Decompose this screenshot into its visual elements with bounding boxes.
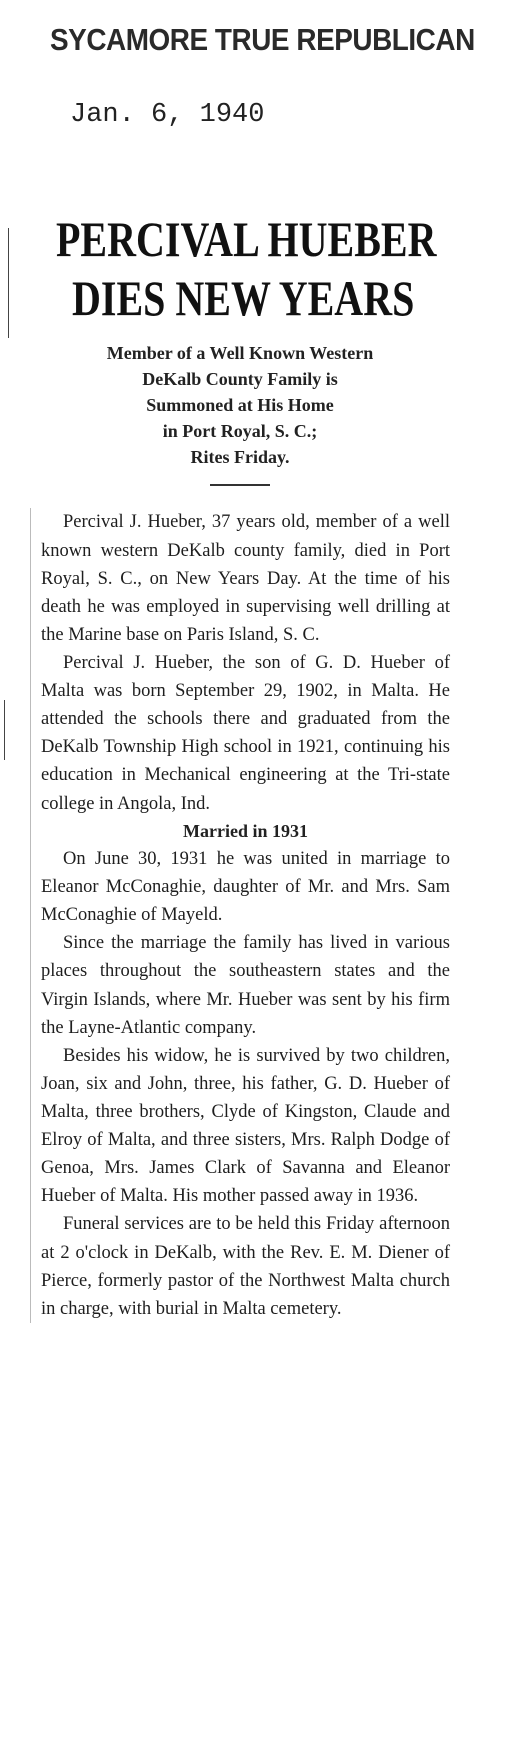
section-subhead: Married in 1931 (183, 820, 308, 841)
article-body (30, 508, 450, 1322)
deck-line: Rites Friday. (190, 447, 290, 468)
article-paragraph: On June 30, 1931 he was united in marriage to Eleanor McConaghie, daughter of Mr. and Mrs. Sam McConaghie of Mayeld. (41, 849, 450, 926)
article-paragraph: Since the marriage the family has lived in various places throughout the southeastern states and the Virgin Islands, where Mr. Hueber was sent by his firm the Layne-Atlantic company. (41, 933, 450, 1038)
masthead-stamp: SYCAMORE TRUE REPUBLICAN (50, 22, 475, 57)
divider-rule (210, 484, 270, 486)
article-paragraph: Percival J. Hueber, 37 years old, member of a well known western DeKalb county family, died in Port Royal, S. C., on New Years Day. At the time of his death he was employed in supervising well drilling at the Marine base on Paris Island, S. C. (41, 512, 450, 645)
article-paragraph: Funeral services are to be held this Friday afternoon at 2 o'clock in DeKalb, with the Rev. E. M. Diener of Pierce, formerly pastor of the Northwest Malta church in charge, with burial in Malta cemetery. (41, 1214, 450, 1319)
margin-mark (4, 700, 5, 760)
headline-line-1: PERCIVAL HUEBER (56, 211, 437, 267)
deck-line: Member of a Well Known Western (106, 343, 374, 363)
article-paragraph: Percival J. Hueber, the son of G. D. Hueber of Malta was born September 29, 1902, in Malta. He attended the schools there and graduated from the DeKalb Township High school in 1921, continuing his education in Mechanical engineering at the Tri-state college in Angola, Ind. (41, 653, 450, 814)
deck-line: in Port Royal, S. C.; (162, 421, 318, 442)
newspaper-clipping (30, 210, 450, 1323)
margin-mark (8, 228, 9, 338)
headline-line-2: DIES NEW YEARS (72, 270, 415, 326)
article-paragraph: Besides his widow, he is survived by two children, Joan, six and John, three, his father, G. D. Hueber of Malta, three brothers, Clyde of Kingston, Claude and Elroy of Malta, and three sisters, Mrs. Ralph Dodge of Genoa, Mrs. James Clark of Savanna and Eleanor Hueber of Malta. His mother passed away in 1936. (41, 1045, 450, 1207)
clipping-date: Jan. 6, 1940 (70, 100, 265, 130)
headline (56, 210, 437, 328)
deck-subheadline (30, 340, 450, 470)
deck-line: Summoned at His Home (146, 395, 334, 416)
deck-line: DeKalb County Family is (142, 369, 338, 390)
